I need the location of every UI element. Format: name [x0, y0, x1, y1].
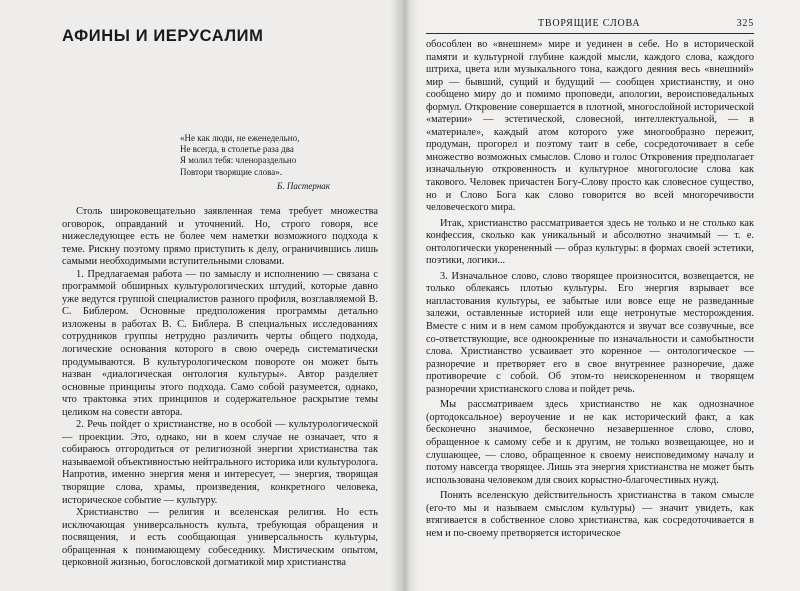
- running-head-title: ТВОРЯЩИЕ СЛОВА: [538, 18, 641, 29]
- running-head: [426, 18, 754, 34]
- epigraph-line: Повтори творящие слова».: [180, 166, 283, 177]
- paragraph: Мы рассматриваем здесь христианство не как однозначное (ортодоксальное) вероучение и не как исторический факт, а как бесконечно значимое, бесконечно незавершенное слово, слово, обращенное к самому себе и к другим, не только возвещающее, но и слушающее, — слово, обращенное к своему неисповедимому началу и потому навсегда творящее. Лишь эта энергия христианства не может быть использована человеком для своих корыстно-благочестивых нужд.: [426, 399, 754, 486]
- epigraph-author: Б. Пастернак: [277, 180, 330, 191]
- paragraph: 3. Изначальное слово, слово творящее произносится, возвещается, не только облекаясь плотью культуры. Его энергия взрывает все напластования культуры, ее забытые или вовсе еще не разведанные залежи, оставленные историей или еще нетронутые месторождения. Вместе с ним и в нем самом пробуждаются и звучат все созвучные, все со-ответствующие, все одноокренные по изначальности и самобытности слова. Христианство усваивает это коренное — онтологическое — разноречие и претворяет его в свое внутреннее разноречие, даже противоречие с собой. Об этом-то неискорененном и творящем разноречии христианского слова и пойдет речь.: [426, 270, 754, 395]
- right-page: [400, 0, 800, 591]
- left-body-text: [62, 206, 378, 570]
- paragraph: 2. Речь пойдет о христианстве, но в особой — культурологической — проекции. Это, однако, ни в коем случае не означает, что я собираюсь отгородиться от религиозной энергии христианства так называемой объективностью нейтрального историка или культуролога. Напротив, именно энергия меня и интересует, — энергия, творящая творящие слова, храмы, произведения, конкретного человека, историческое событие — культуру.: [62, 419, 378, 506]
- epigraph-line: Не всегда, в столетье раза два: [180, 144, 294, 155]
- paragraph: Понять вселенскую действительность христианства в таком смысле (его-то мы и называем смыслом культуры) — значит увидеть, как втягивается в собственное слово христианства, как сосредоточивается в нем и по-своему претворяется историческое: [426, 490, 754, 539]
- epigraph-line: Я молил тебя: членораздельно: [180, 155, 297, 166]
- paragraph: 1. Предлагаемая работа — по замыслу и исполнению — связана с программой обширных культурологических штудий, которые давно уже ведутся группой специалистов разного профиля, возглавляемой В. С. Библером. Основные предположения программы детально изложены в работах В. С. Библера. В специальных исследованиях сотрудников группы нетрудно различить черты общего подхода, логические основания которого в свою очередь систематически продумываются. В культурологическом повороте он может быть назван «диалогическая онтология культуры». Автор разделяет основные принципы этого подхода. Само собой разумеется, однако, что трактовка этих принципов и содержательное раскрытие темы целиком на совести автора.: [62, 268, 378, 418]
- right-body-text: [426, 39, 754, 540]
- paragraph: Итак, христианство рассматривается здесь не только и не столько как конфессия, сколько как уникальный и абсолютно значимый — т. е. онтологически укорененный — образ культуры: в формах своей эстетики, поэтики, логики...: [426, 217, 754, 267]
- chapter-title: АФИНЫ И ИЕРУСАЛИМ: [62, 27, 264, 45]
- paragraph: обособлен во «внешнем» мире и уединен в себе. Но в исторической памяти и культурной глубине каждой мысли, каждого слова, каждого штриха, цвета или музыкального тона, каждого деяния весь «внешний» мир — бывший, сущий и будущий — сообщен христианству, и оно сообщено миру до и помимо проповеди, апологии, вероисповедальных формул. Откровение совершается в плотной, многослойной исторической «материи» — эстетической, словесной, интеллектуальной, — в «материале», каждый атом которого уже многообразно пережит, продуман, прогорел и поэтому таит в себе, сосредоточивает в себе множество возможных смыслов. Слово и голос Откровения предполагает изначальную откровенность и культурное многоголосие слова как такового. Человек причастен Богу-Слову просто как словесное существо, но и Слово Бога как слово говорится во всей многоречивости человеческого мира.: [426, 39, 754, 214]
- paragraph: Столь широковещательно заявленная тема требует множества оговорок, оправданий и уточнений. Но, строго говоря, все нижеследующее есть не более чем наметки возможного подхода к теме. Рискну поэтому прямо приступить к делу, ограничившись лишь самыми необходимыми вступительными словами.: [62, 206, 378, 268]
- epigraph-line: «Не как люди, не еженедельно,: [180, 133, 300, 143]
- page-number: 325: [736, 18, 754, 29]
- epigraph: [180, 133, 330, 192]
- paragraph: Христианство — религия и вселенская религия. Но есть исключающая универсальность культа, требующая обращения и посвящения, и есть сообщающая универсальность культуры, обращенная к понимающему собеседнику. Мистическим опытом, церковной жизнью, богословской догматикой мир христианства: [62, 507, 378, 569]
